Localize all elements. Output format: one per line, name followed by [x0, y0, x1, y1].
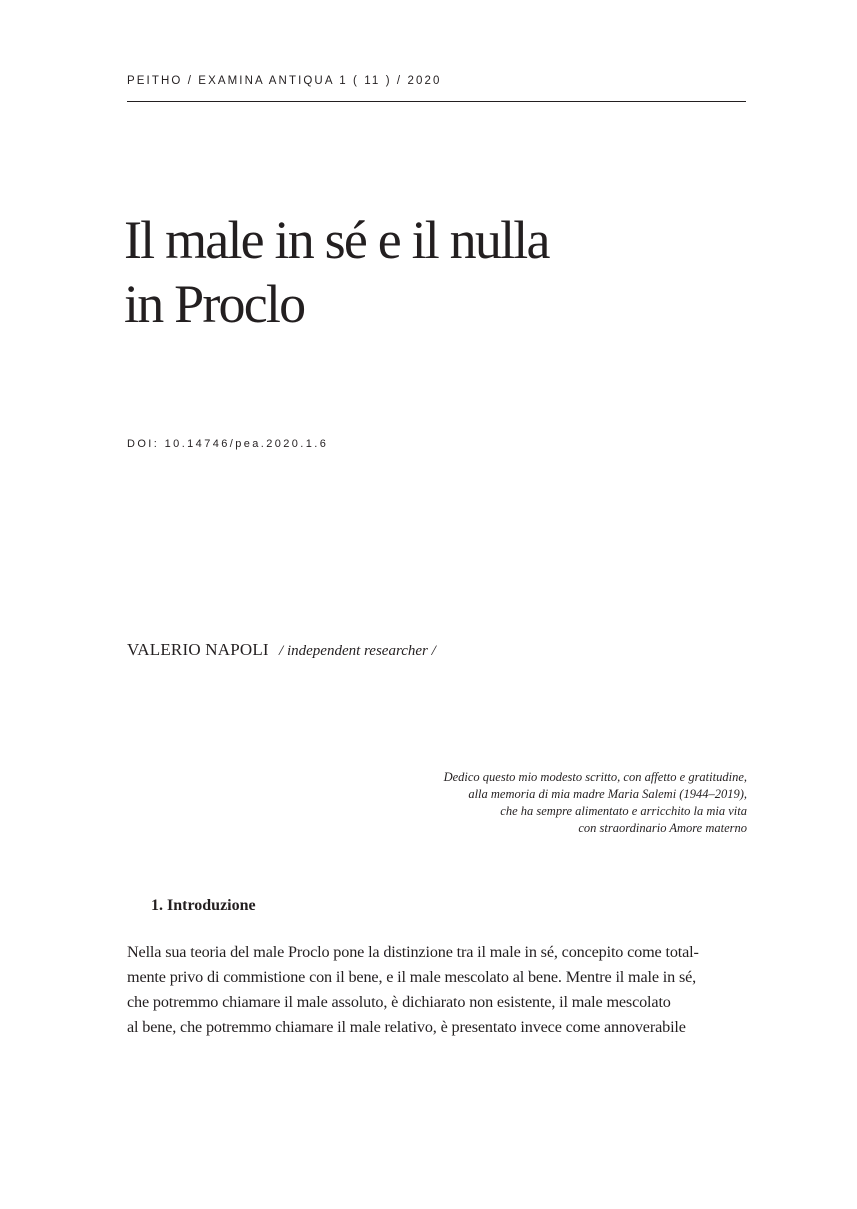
author-affiliation: / independent researcher / [279, 643, 436, 659]
dedication-line: Dedico questo mio modesto scritto, con affetto e gratitudine, [443, 770, 747, 784]
paragraph-line: al bene, che potremmo chiamare il male relativo, è presentato invece come annoverabile [127, 1018, 686, 1036]
paragraph-line: che potremmo chiamare il male assoluto, è dichiarato non esistente, il male mescolato [127, 993, 671, 1011]
dedication-line: alla memoria di mia madre Maria Salemi (1944–2019), [468, 787, 747, 801]
section-heading: 1. Introduzione [151, 897, 256, 914]
article-title [124, 208, 764, 336]
header-rule [127, 101, 746, 102]
author-name: VALERIO NAPOLI [127, 640, 269, 659]
paragraph-line: mente privo di commistione con il bene, e il male mescolato al bene. Mentre il male in sé, [127, 968, 697, 986]
dedication [327, 769, 747, 837]
body-paragraph [127, 940, 747, 1040]
title-line: in Proclo [124, 274, 305, 334]
doi: DOI: 10.14746/pea.2020.1.6 [127, 438, 329, 450]
title-line: Il male in sé e il nulla [124, 210, 549, 270]
dedication-line: con straordinario Amore materno [578, 821, 747, 835]
paragraph-line: Nella sua teoria del male Proclo pone la distinzione tra il male in sé, concepito come total- [127, 943, 699, 961]
author-line [127, 640, 436, 660]
running-head: PEITHO / EXAMINA ANTIQUA 1 ( 11 ) / 2020 [127, 75, 442, 87]
dedication-line: che ha sempre alimentato e arricchito la mia vita [500, 804, 747, 818]
